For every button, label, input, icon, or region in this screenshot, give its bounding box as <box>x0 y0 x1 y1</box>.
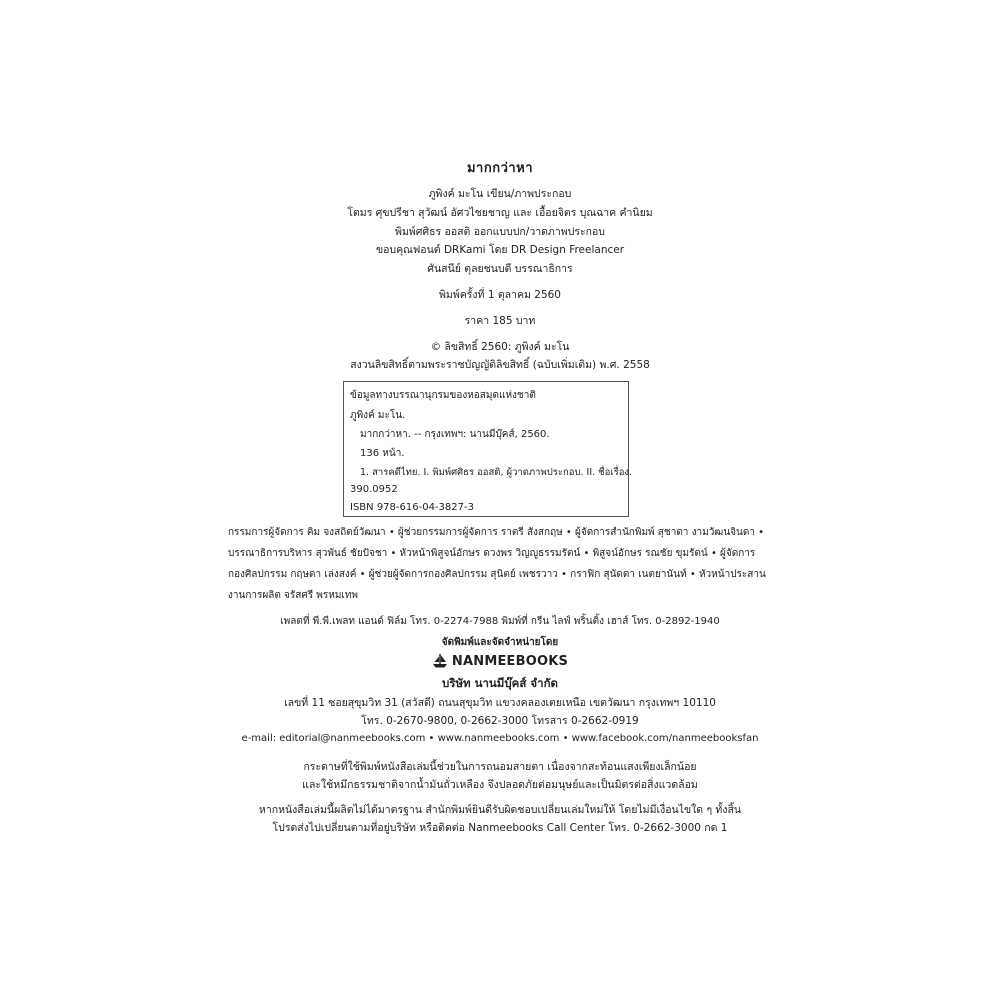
publisher-logo <box>0 653 1000 673</box>
defect-note-line-1: หากหนังสือเล่มนี้ผลิตไม่ได้มาตรฐาน สำนักพิมพ์ยินดีรับผิดชอบเปลี่ยนเล่มใหม่ให้ โดยไม่มีเงื่อนไขใด ๆ ทั้งสิ้น <box>258 804 742 816</box>
credits-line-2: บรรณาธิการบริหาร สุวพันธ์ ชัยปัจชา • หัวหน้าพิสูจน์อักษร ดวงพร วิญญูธรรมรัตน์ • พิสูจน์อักษร รณชัย ขุมรัตน์ • ผู้จัดการ <box>228 548 756 559</box>
font-thanks-line: ขอบคุณฟอนต์ DRKami โดย DR Design Freelancer <box>375 244 625 256</box>
publisher-heading: จัดพิมพ์และจัดจำหน่ายโดย <box>441 637 559 648</box>
book-title: มากกว่าหา <box>466 161 534 176</box>
printers-line: เพลตที่ พี.พี.เพลท แอนด์ ฟิล์ม โทร. 0-2274-7988 พิมพ์ที่ กรีน ไลฟ์ พริ้นติ้ง เฮาส์ โทร. 0-2892-1940 <box>280 616 720 627</box>
ship-icon <box>432 653 448 669</box>
cip-author: ภูพิงค์ มะโน. <box>350 410 406 421</box>
endorsers-line: โตมร ศุขปรีชา สุวัฒน์ อัศวไชยชาญ และ เอื้อยจิตร บุณฉาค คำนิยม <box>347 207 653 219</box>
credits-line-3: กองศิลปกรรม กฤษดา เล่งสงค์ • ผู้ช่วยผู้จัดการกองศิลปกรรม สุนิตย์ เพชรวาว • กราฟิก สุนัดดา เนตยานันท์ • หัวหน้าประสาน <box>228 569 766 580</box>
print-edition-line: พิมพ์ครั้งที่ 1 ตุลาคม 2560 <box>439 289 561 301</box>
editor-line: ศันสนีย์ ตุลยชนบดี บรรณาธิการ <box>427 263 573 275</box>
credits-line-4: งานการผลิต จรัสศรี พรหมเทพ <box>228 590 359 601</box>
cip-isbn: ISBN 978-616-04-3827-3 <box>350 502 474 513</box>
credits-line-1: กรรมการผู้จัดการ คิม จงสถิตย์วัฒนา • ผู้ช่วยกรรมการผู้จัดการ ราตรี สังสกฤษ • ผู้จัดการสำนักพิมพ์ สุชาดา งามวัฒนจินดา • <box>228 527 765 538</box>
address-line: เลขที่ 11 ซอยสุขุมวิท 31 (สวัสดี) ถนนสุขุมวิท แขวงคลองเตยเหนือ เขตวัฒนา กรุงเทพฯ 10110 <box>284 697 716 709</box>
cip-box <box>343 381 633 517</box>
cip-subjects: 1. สารคดีไทย. I. พิมพ์ศศิธร ออสติ, ผู้วาดภาพประกอบ. II. ชื่อเรื่อง. <box>360 467 633 478</box>
copyright-line: © ลิขสิทธิ์ 2560: ภูพิงค์ มะโน <box>430 341 570 353</box>
defect-note-line-2: โปรดส่งไปเปลี่ยนตามที่อยู่บริษัท หรือติดต่อ Nanmeebooks Call Center โทร. 0-2662-3000 กด 1 <box>272 822 728 834</box>
contact-line: e-mail: editorial@nanmeebooks.com • www.nanmeebooks.com • www.facebook.com/nanmeebooksfan <box>241 733 759 744</box>
phone-line: โทร. 0-2670-9800, 0-2662-3000 โทรสาร 0-2662-0919 <box>361 715 639 727</box>
cip-classification: 390.0952 <box>350 484 398 495</box>
cip-imprint: มากกว่าหา. -- กรุงเทพฯ: นานมีบุ๊คส์, 2560. <box>360 429 550 440</box>
cip-pages: 136 หน้า. <box>360 448 405 459</box>
rights-line: สงวนลิขสิทธิ์ตามพระราชบัญญัติลิขสิทธิ์ (ฉบับเพิ่มเติม) พ.ศ. 2558 <box>350 359 650 371</box>
paper-note-line-2: และใช้หมึกธรรมชาติจากน้ำมันถั่วเหลือง จึงปลอดภัยต่อมนุษย์และเป็นมิตรต่อสิ่งแวดล้อม <box>302 779 698 791</box>
paper-note-line-1: กระดาษที่ใช้พิมพ์หนังสือเล่มนี้ช่วยในการถนอมสายตา เนื่องจากสะท้อนแสงเพียงเล็กน้อย <box>303 761 697 773</box>
designer-line: พิมพ์ศศิธร ออสติ ออกแบบปก/วาดภาพประกอบ <box>395 226 605 238</box>
logo-text: NANMEEBOOKS <box>451 653 569 669</box>
author-line: ภูพิงค์ มะโน เขียน/ภาพประกอบ <box>428 188 572 200</box>
company-name: บริษัท นานมีบุ๊คส์ จำกัด <box>441 676 559 690</box>
price-line: ราคา 185 บาท <box>464 315 536 327</box>
cip-heading: ข้อมูลทางบรรณานุกรมของหอสมุดแห่งชาติ <box>350 390 536 401</box>
